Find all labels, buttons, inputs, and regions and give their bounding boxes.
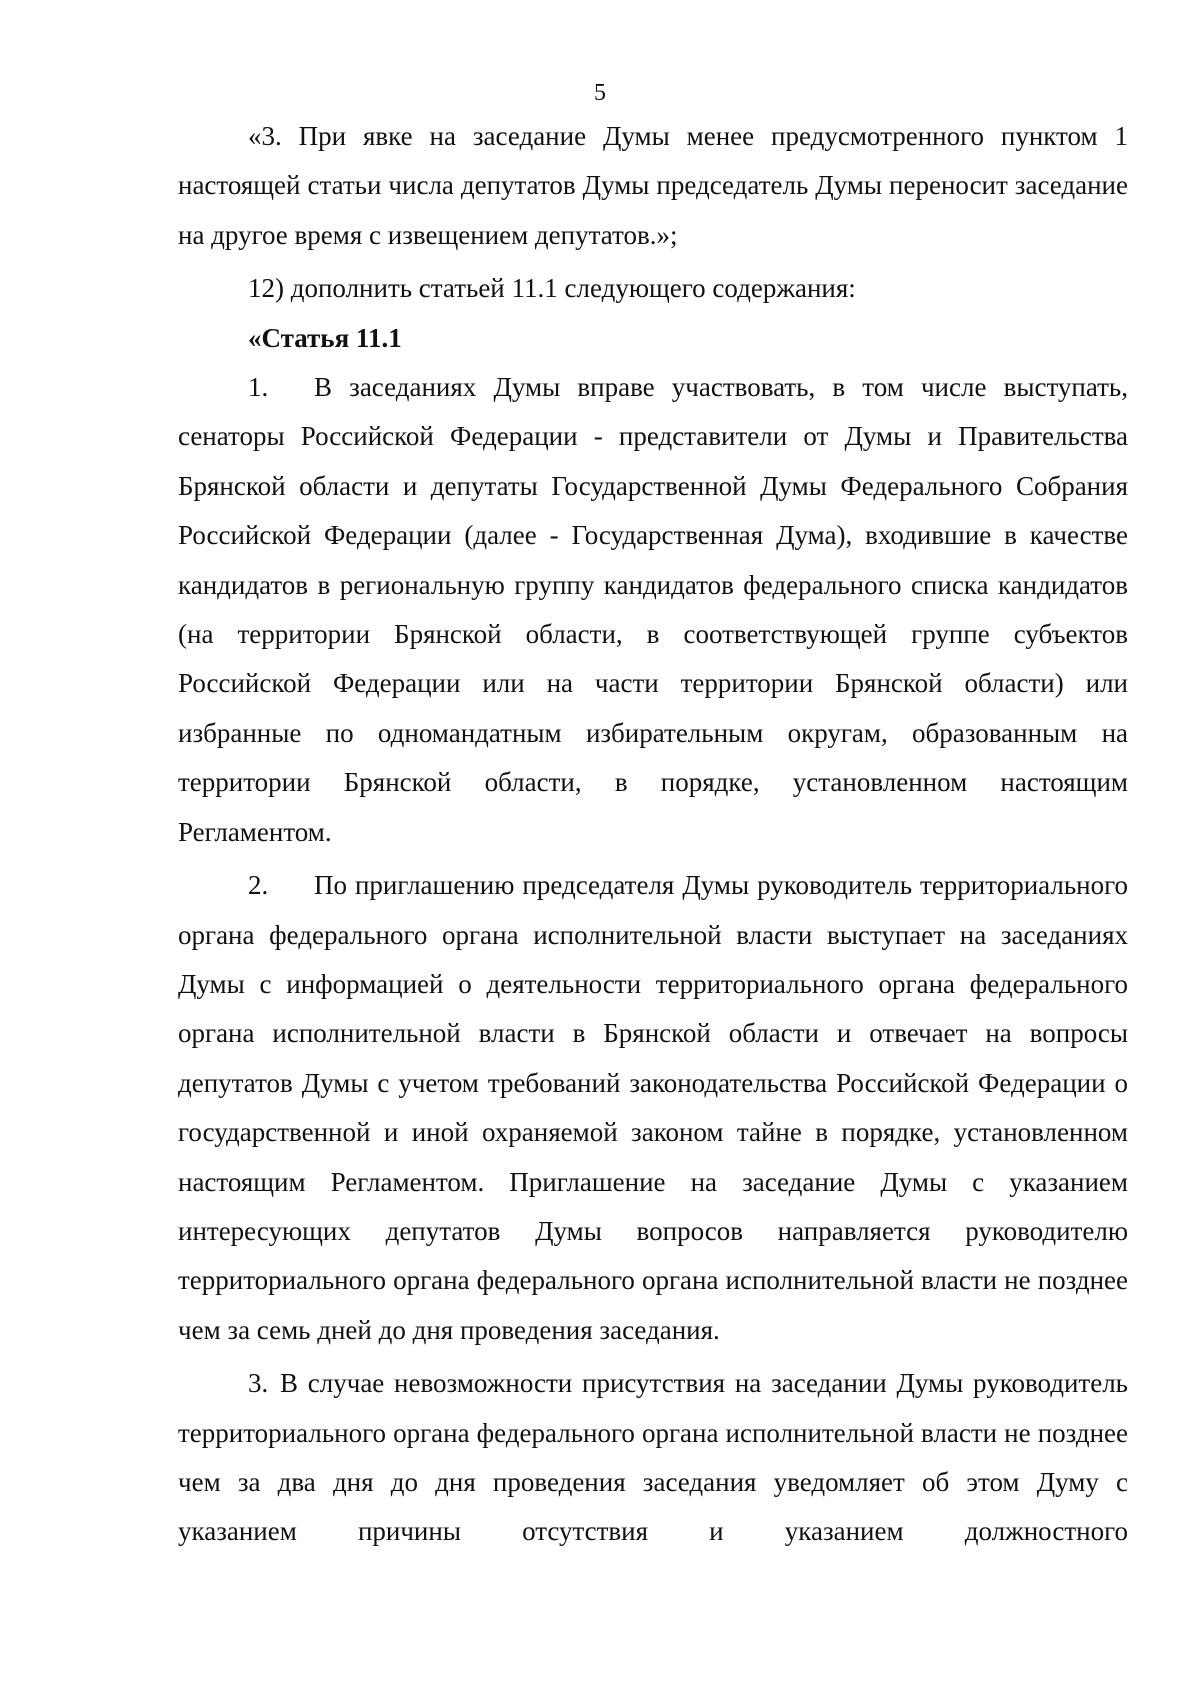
item-number: 2.: [248, 870, 269, 901]
article-title: «Статья 11.1: [248, 322, 402, 353]
page-number: 5: [594, 80, 606, 106]
paragraph-text: «3. При явке на заседание Думы менее предусмотренного пунктом 1 настоящей статьи числа депутатов Думы председатель Думы переносит заседание на другое время с извещением депутатов.»;: [178, 121, 1128, 250]
article-item-2: [178, 861, 1128, 1355]
document-body: [178, 112, 1128, 1557]
article-heading: [178, 314, 1128, 363]
item-text: В случае невозможности присутствия на заседании Думы руководитель территориального органа федерального органа исполнительной власти не позднее чем за два дня до дня проведения заседания уведомляет об этом Думу с указанием причины отсутствия и указанием должностного: [178, 1368, 1128, 1547]
item-number: 1.: [248, 372, 269, 403]
item-text: В заседаниях Думы вправе участвовать, в том числе выступать, сенаторы Российской Федерации - представители от Думы и Правительства Брянской области и депутаты Государственной Думы Федерального Собрания Российской Федерации (далее - Государственная Дума), входившие в качестве кандидатов в региональную группу кандидатов федерального списка кандидатов (на территории Брянской области, в соответствующей группе субъектов Российской Федерации или на части территории Брянской области) или избранные по одномандатным избирательным округам, образованным на территории Брянской области, в порядке, установленном настоящим Регламентом.: [178, 372, 1128, 847]
article-item-3: [178, 1359, 1128, 1557]
paragraph-3-quorum: [178, 112, 1128, 260]
article-item-1: [178, 363, 1128, 857]
paragraph-amendment-12: [178, 264, 1128, 313]
item-number: 3.: [248, 1368, 269, 1399]
paragraph-text: 12) дополнить статьей 11.1 следующего содержания:: [248, 273, 856, 304]
item-text: По приглашению председателя Думы руководитель территориального органа федерального органа исполнительной власти выступает на заседаниях Думы с информацией о деятельности территориального органа федерального органа исполнительной власти в Брянской области и отвечает на вопросы депутатов Думы с учетом требований законодательства Российской Федерации о государственной и иной охраняемой законом тайне в порядке, установленном настоящим Регламентом. Приглашение на заседание Думы с указанием интересующих депутатов Думы вопросов направляется руководителю территориального органа федерального органа исполнительной власти не позднее чем за семь дней до дня проведения заседания.: [178, 870, 1128, 1345]
